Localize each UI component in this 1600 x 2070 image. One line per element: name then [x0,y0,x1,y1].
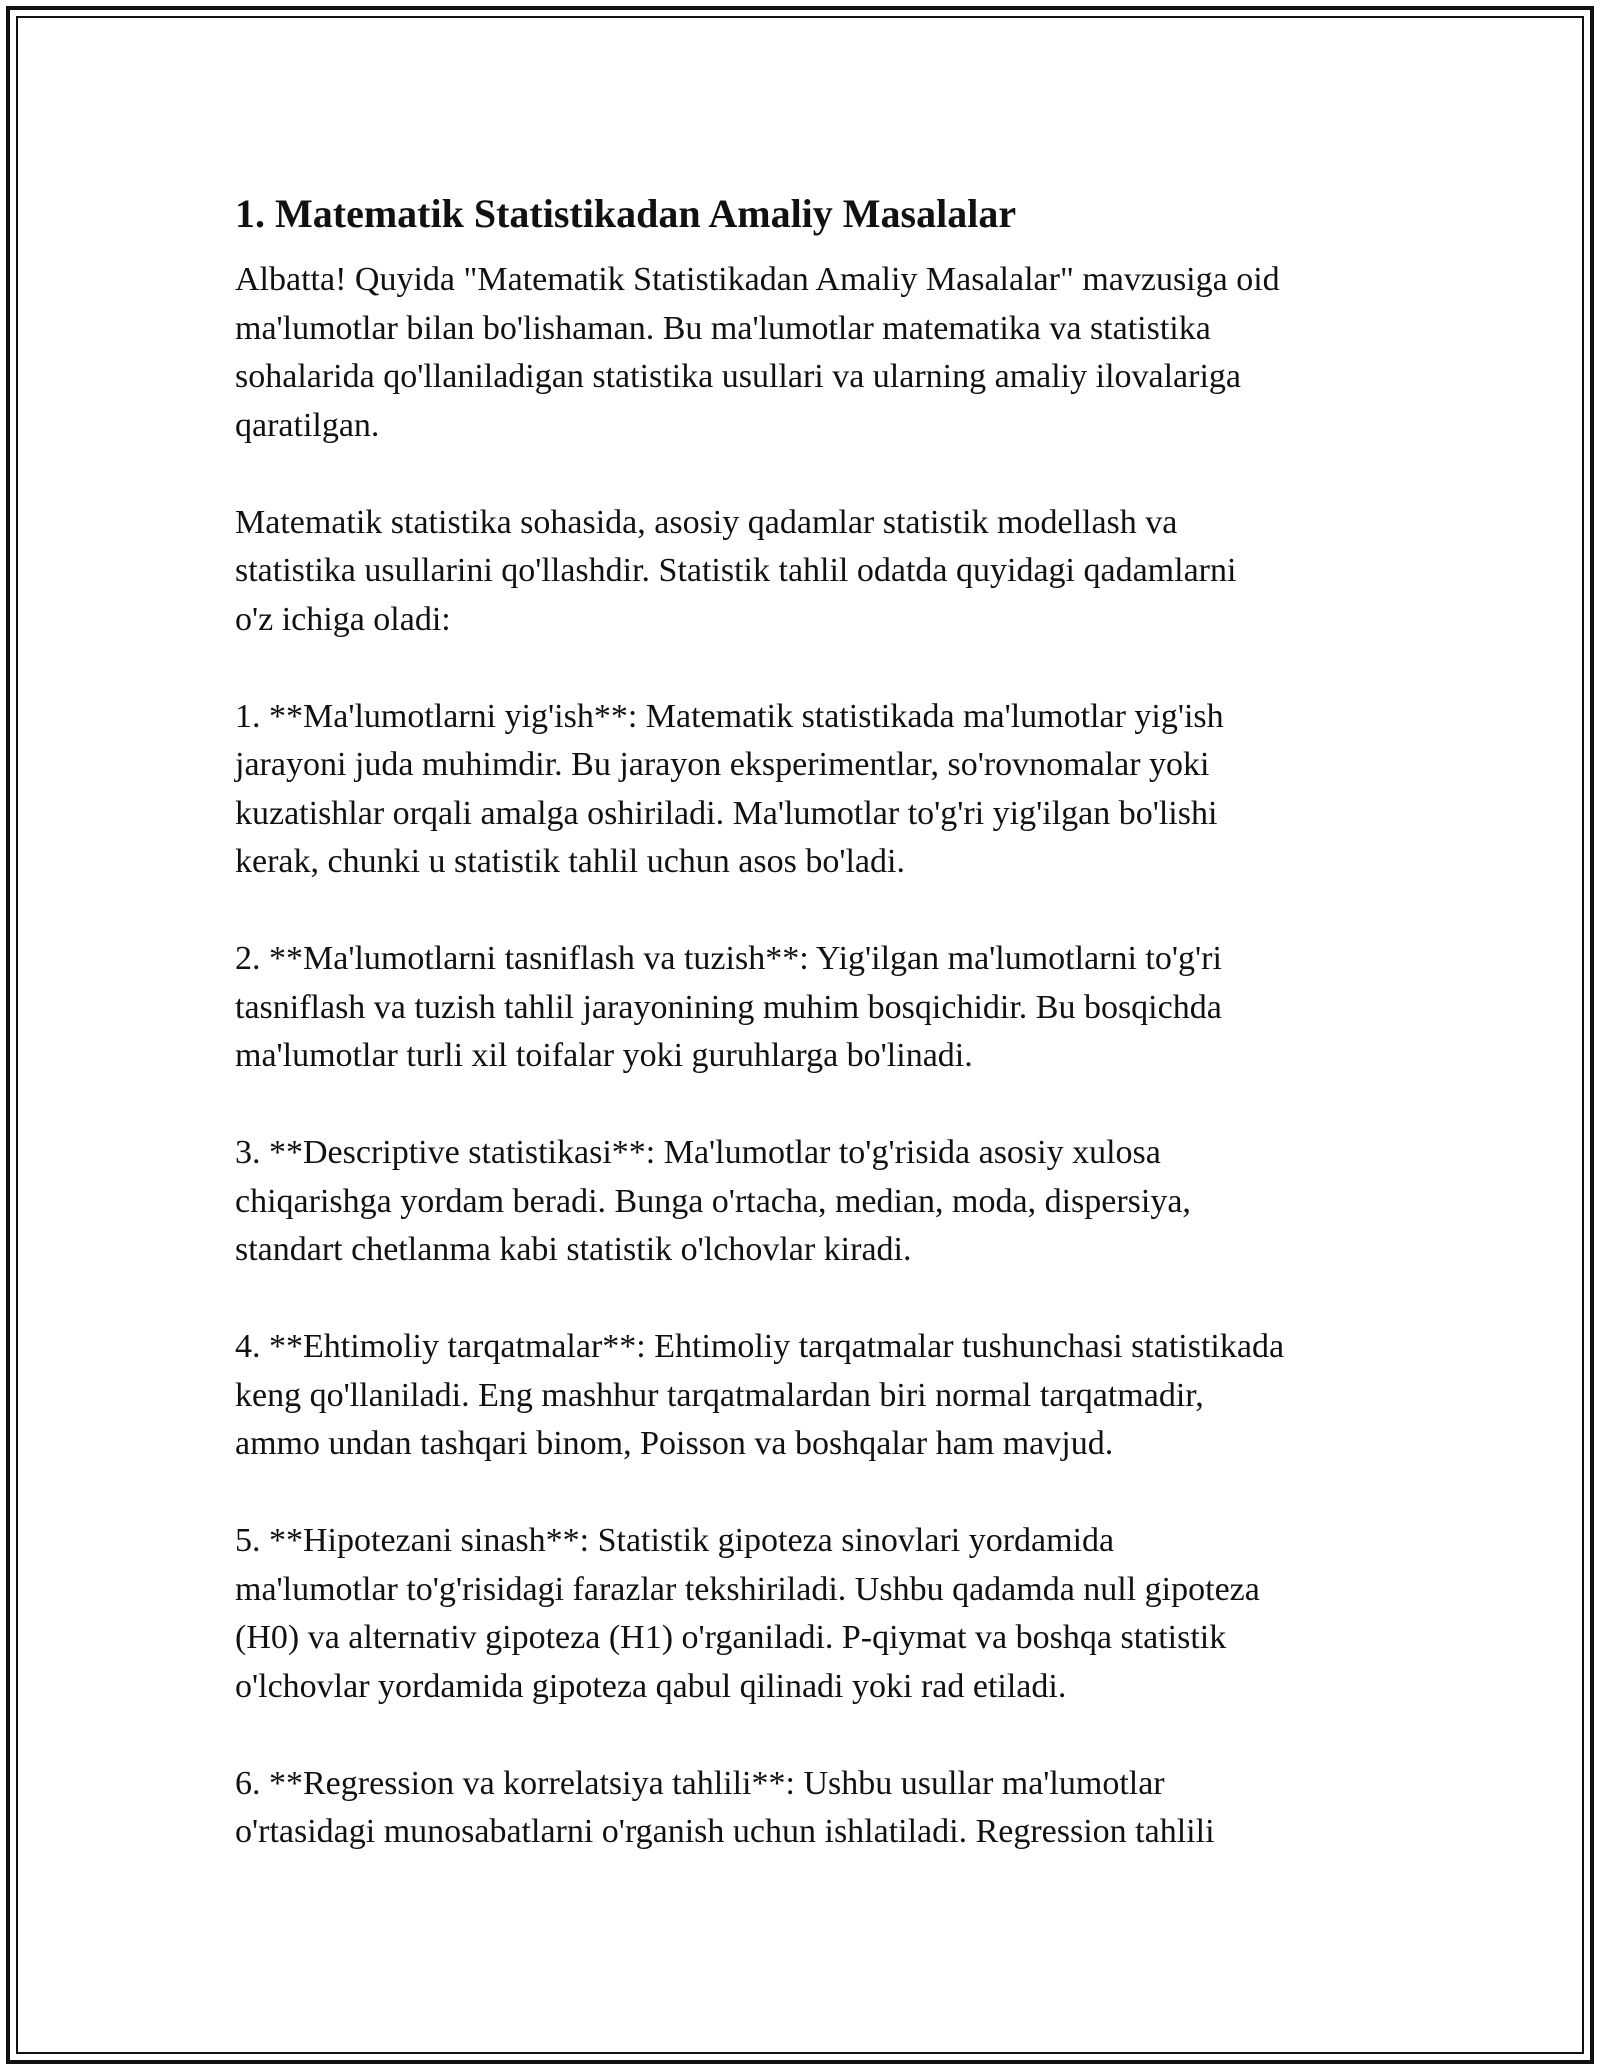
paragraph-line: o'z ichiga oladi: [235,600,451,638]
paragraph-4 [235,935,1385,1081]
document-body [235,186,1385,1905]
paragraph-line: jarayoni juda muhimdir. Bu jarayon eksperimentlar, so'rovnomalar yoki [235,746,1210,783]
paragraph-line: 3. **Descriptive statistikasi**: Ma'lumotlar to'g'risida asosiy xulosa [235,1134,1161,1171]
paragraph-line: o'rtasidagi munosabatlarni o'rganish uchun ishlatiladi. Regression tahlili [235,1813,1215,1850]
paragraph-line: ma'lumotlar bilan bo'lishaman. Bu ma'lumotlar matematika va statistika [235,309,1211,347]
paragraph-2 [235,499,1385,645]
paragraph-line: 6. **Regression va korrelatsiya tahlili**: Ushbu usullar ma'lumotlar [235,1764,1165,1802]
paragraph-line: kuzatishlar orqali amalga oshiriladi. Ma'lumotlar to'g'ri yig'ilgan bo'lishi [235,794,1218,832]
paragraph-line: qaratilgan. [235,406,380,444]
paragraph-8 [235,1760,1385,1857]
paragraph-list [235,256,1385,1857]
paragraph-5 [235,1129,1385,1275]
paragraph-line: sohalarida qo'llaniladigan statistika usullari va ularning amaliy ilovalariga [235,358,1242,395]
paragraph-line: ammo undan tashqari binom, Poisson va boshqalar ham mavjud. [235,1425,1114,1462]
paragraph-line: o'lchovlar yordamida gipoteza qabul qilinadi yoki rad etiladi. [235,1667,1067,1705]
paragraph-1 [235,256,1385,450]
paragraph-line: 5. **Hipotezani sinash**: Statistik gipoteza sinovlari yordamida [235,1522,1115,1559]
paragraph-line: ma'lumotlar to'g'risidagi farazlar tekshiriladi. Ushbu qadamda null gipoteza [235,1570,1260,1608]
paragraph-line: tasniflash va tuzish tahlil jarayonining muhim bosqichidir. Bu bosqichda [235,988,1222,1026]
paragraph-line: standart chetlanma kabi statistik o'lchovlar kiradi. [235,1231,912,1268]
paragraph-3 [235,693,1385,887]
paragraph-line: statistika usullarini qo'llashdir. Statistik tahlil odatda quyidagi qadamlarni [235,552,1237,589]
paragraph-line: 2. **Ma'lumotlarni tasniflash va tuzish**: Yig'ilgan ma'lumotlarni to'g'ri [235,940,1222,977]
paragraph-line: 1. **Ma'lumotlarni yig'ish**: Matematik statistikada ma'lumotlar yig'ish [235,697,1224,735]
paragraph-line: Albatta! Quyida "Matematik Statistikadan Amaliy Masalalar" mavzusiga oid [235,261,1280,298]
paragraph-7 [235,1517,1385,1711]
paragraph-line: kerak, chunki u statistik tahlil uchun asos bo'ladi. [235,843,905,880]
paragraph-line: chiqarishga yordam beradi. Bunga o'rtacha, median, moda, dispersiya, [235,1182,1191,1220]
paragraph-6 [235,1323,1385,1469]
paragraph-line: Matematik statistika sohasida, asosiy qadamlar statistik modellash va [235,503,1178,541]
paragraph-line: keng qo'llaniladi. Eng mashhur tarqatmalardan biri normal tarqatmadir, [235,1376,1204,1414]
paragraph-line: ma'lumotlar turli xil toifalar yoki guruhlarga bo'linadi. [235,1037,973,1074]
paragraph-line: (H0) va alternativ gipoteza (H1) o'rganiladi. P-qiymat va boshqa statistik [235,1619,1227,1656]
paragraph-line: 4. **Ehtimoliy tarqatmalar**: Ehtimoliy tarqatmalar tushunchasi statistikada [235,1328,1285,1365]
document-title: 1. Matematik Statistikadan Amaliy Masalalar [235,191,1017,236]
